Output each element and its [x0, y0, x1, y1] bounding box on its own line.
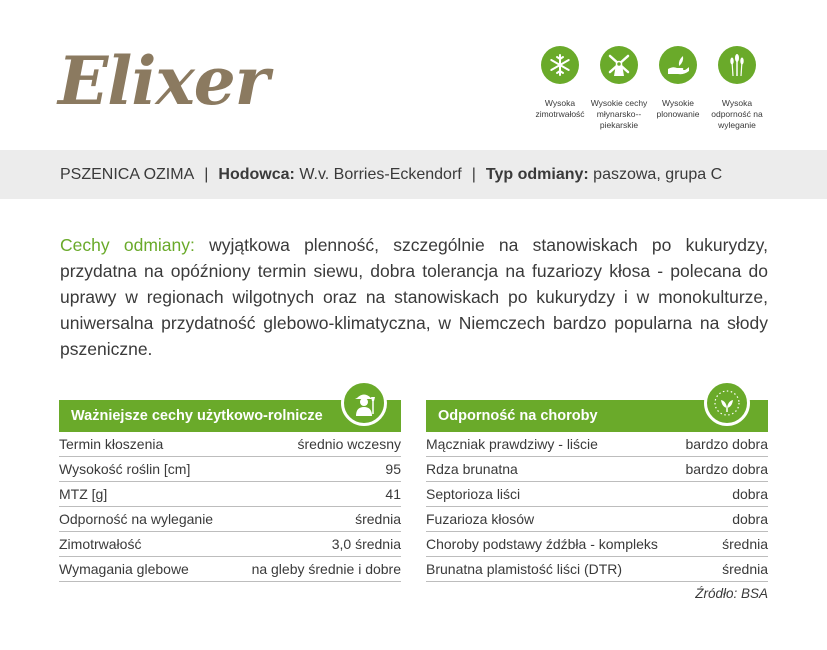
- table-row: [426, 482, 768, 507]
- traits-panel: [59, 380, 401, 582]
- feature-icons: [528, 46, 778, 142]
- row-value: dobra: [732, 486, 768, 502]
- feature-lodging: [705, 46, 769, 131]
- row-label: Mączniak prawdziwy - liście: [426, 436, 598, 452]
- row-label: Zimotrwałość: [59, 536, 142, 552]
- row-label: Termin kłoszenia: [59, 436, 164, 452]
- hand-plant-icon: [659, 46, 697, 84]
- row-value: średnio wczesny: [297, 436, 401, 452]
- snowflake-icon: [541, 46, 579, 84]
- row-label: Septorioza liści: [426, 486, 521, 502]
- traits-title: Ważniejsze cechy użytkowo-rolnicze: [71, 408, 323, 424]
- row-value: bardzo dobra: [685, 461, 768, 477]
- breeder-value: W.v. Borries-Eckendorf: [299, 165, 462, 183]
- table-row: [426, 532, 768, 557]
- disease-title: Odporność na choroby: [438, 408, 598, 424]
- table-row: [59, 557, 401, 582]
- row-value: 41: [385, 486, 401, 502]
- table-row: [426, 432, 768, 457]
- disease-table: [426, 432, 768, 582]
- table-row: [426, 457, 768, 482]
- breeder-label: Hodowca:: [218, 165, 295, 183]
- wheat-icon: [718, 46, 756, 84]
- variety-title: Elixer: [58, 42, 269, 120]
- feature-label: Wysoka zimotrwałość: [535, 98, 585, 119]
- table-row: [59, 507, 401, 532]
- row-value: 3,0 średnia: [331, 536, 401, 552]
- feature-label: Wysoka odporność na wyleganie: [711, 98, 763, 130]
- crop-type: PSZENICA OZIMA: [60, 165, 195, 183]
- type-label: Typ odmiany:: [485, 165, 589, 183]
- row-value: bardzo dobra: [685, 436, 768, 452]
- table-row: [426, 507, 768, 532]
- row-label: Choroby podstawy źdźbła - kompleks: [426, 536, 658, 552]
- traits-table: [59, 432, 401, 582]
- table-row: [59, 432, 401, 457]
- row-value: średnia: [722, 561, 768, 577]
- row-label: MTZ [g]: [59, 486, 108, 502]
- disease-panel: [426, 380, 768, 582]
- description: [60, 232, 768, 362]
- description-label: Cechy odmiany:: [60, 235, 195, 255]
- table-row: [59, 532, 401, 557]
- row-label: Odporność na wyleganie: [59, 511, 214, 527]
- separator: |: [471, 165, 476, 183]
- row-value: na gleby średnie i dobre: [251, 561, 401, 577]
- row-label: Fuzarioza kłosów: [426, 511, 535, 527]
- feature-label: Wysokie cechy młynarsko--piekarskie: [590, 98, 648, 130]
- feature-frost: [528, 46, 592, 120]
- row-label: Wysokość roślin [cm]: [59, 461, 191, 477]
- table-row: [59, 457, 401, 482]
- row-label: Brunatna plamistość liści (DTR): [426, 561, 623, 577]
- description-text: wyjątkowa plenność, szczególnie na stanowiskach po kukurydzy, przydatna na opóźniony termin siewu, dobra tolerancja na fuzariozy kłosa - polecana do uprawy w regionach wilgotnych oraz na stanowiskach po kukurydzy i w monokulturze, uniwersalna przydatność glebowo-klimatyczna, w Niemczech bardzo popularna na słody pszeniczne.: [60, 235, 768, 359]
- row-label: Rdza brunatna: [426, 461, 518, 477]
- row-value: średnia: [722, 536, 768, 552]
- table-row: [426, 557, 768, 582]
- farmer-icon: [341, 380, 387, 426]
- table-row: [59, 482, 401, 507]
- feature-label: Wysokie plonowanie: [656, 98, 700, 119]
- info-band: [0, 150, 827, 199]
- leaf-dots-icon: [704, 380, 750, 426]
- row-value: dobra: [732, 511, 768, 527]
- row-value: średnia: [355, 511, 401, 527]
- feature-yield: [646, 46, 710, 120]
- windmill-icon: [600, 46, 638, 84]
- row-label: Wymagania glebowe: [59, 561, 189, 577]
- type-value: paszowa, grupa C: [593, 165, 723, 183]
- row-value: 95: [385, 461, 401, 477]
- source-note: Źródło: BSA: [695, 586, 768, 601]
- feature-milling: [587, 46, 651, 131]
- separator: |: [204, 165, 209, 183]
